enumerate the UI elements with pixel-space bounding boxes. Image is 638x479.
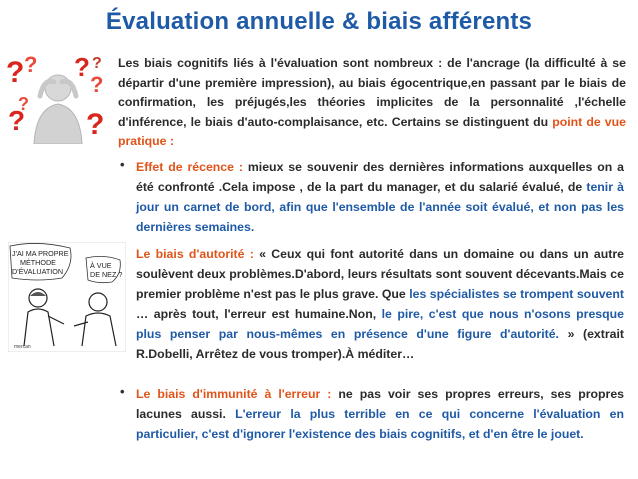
question-marks-thinker-image: [4, 52, 112, 144]
autorite-highlight1: les spécialistes se trompent souvent: [409, 287, 624, 301]
cartoon-evaluation-image: [8, 242, 126, 352]
svg-text:?: ?: [6, 56, 25, 89]
autorite-text2: … après tout, l'erreur est humaine.Non,: [136, 307, 382, 321]
svg-text:?: ?: [18, 94, 29, 114]
immunite-text: ne pas voir ses propres erreurs, ses propres lacunes aussi.: [136, 387, 624, 421]
autorite-text1: « Ceux qui font autorité dans un domaine ou dans un autre soulèvent deux problèmes.D'abord, leurs résultats sont souvent décevants.Mais ce premier problème n'est pas le plus grave. Que: [136, 247, 624, 301]
recence-highlight: tenir à jour un carnet de bord, afin que l'ensemble de l'année soit évalué, et non pas les dernières semaines.: [136, 180, 624, 234]
autorite-highlight2: le pire, c'est que nous n'osons presque plus penser par nous-mêmes en présence d'une figure d'autorité.: [136, 307, 624, 341]
svg-text:mercan: mercan: [14, 344, 31, 350]
svg-text:J'AI MA PROPRE: J'AI MA PROPRE: [12, 249, 69, 258]
intro-highlight: point de vue pratique :: [118, 114, 626, 148]
svg-text:?: ?: [74, 52, 90, 82]
autorite-paragraph: [136, 244, 624, 364]
svg-text:?: ?: [86, 108, 105, 141]
svg-text:MÉTHODE: MÉTHODE: [20, 258, 56, 267]
svg-text:D'ÉVALUATION: D'ÉVALUATION: [12, 267, 64, 276]
recence-term: Effet de récence :: [136, 160, 243, 174]
immunite-term: Le biais d'immunité à l'erreur :: [136, 387, 332, 401]
recence-paragraph: [136, 157, 624, 237]
intro-text: Les biais cognitifs liés à l'évaluation sont nombreux : de l'ancrage (la difficulté à se départir d'une première impression), au biais égocentrique,en passant par le biais de confirmation, les préjugés,les théories implicites de la personnalité ,l'échelle d'inférence, le biais d'auto-complaisance, etc. Certains se distinguent du: [118, 56, 626, 129]
svg-text:?: ?: [90, 72, 104, 97]
recence-text: mieux se souvenir des dernières informations auxquelles on a été confronté .Cela impose , de la part du manager, et du salarié évalué, de: [136, 160, 624, 194]
immunite-paragraph: [136, 384, 624, 444]
svg-text:DE NEZ ?: DE NEZ ?: [90, 270, 123, 279]
bullet-recence: •: [120, 157, 125, 172]
autorite-text3: » (extrait R.Dobelli, Arrêtez de vous tromper).À méditer…: [136, 327, 624, 361]
svg-text:?: ?: [8, 105, 26, 136]
svg-text:?: ?: [24, 52, 38, 77]
immunite-highlight: L'erreur la plus terrible en ce qui concerne l'évaluation en particulier, c'est d'ignorer l'existence des biais cognitifs, et d'en être le jouet.: [136, 407, 624, 441]
svg-text:À VUE: À VUE: [90, 261, 112, 270]
intro-paragraph: [118, 54, 626, 152]
svg-text:?: ?: [92, 55, 102, 72]
autorite-term: Le biais d'autorité :: [136, 247, 254, 261]
bullet-immunite: •: [120, 384, 125, 399]
page-title: Évaluation annuelle & biais afférents: [105, 8, 533, 35]
